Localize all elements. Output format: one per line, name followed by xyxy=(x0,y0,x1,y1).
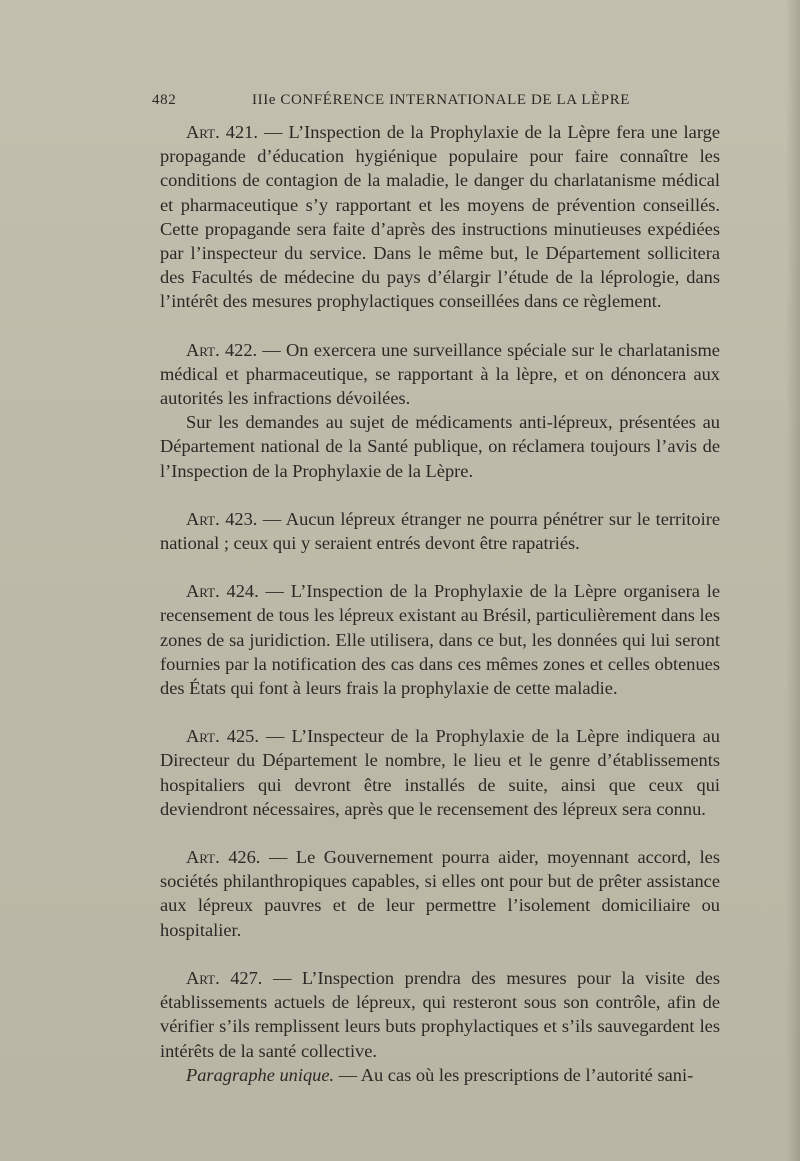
article-label: Art. 426. xyxy=(186,847,261,868)
article-paragraph xyxy=(160,579,720,700)
article-427 xyxy=(160,966,720,1087)
article-label: Art. 427. xyxy=(186,967,263,988)
article-text: — Aucun lépreux étranger ne pourra pénétrer sur le territoire national ; ceux qui y seraient entrés devont être rapatriés. xyxy=(160,508,720,554)
article-422 xyxy=(160,338,720,483)
article-paragraph xyxy=(160,507,720,555)
article-426 xyxy=(160,845,720,942)
article-425 xyxy=(160,724,720,821)
article-paragraph xyxy=(160,845,720,942)
article-text: — L’Inspection de la Prophylaxie de la Lèpre fera une large propagande d’éducation hygiénique populaire pour faire connaître les conditions de contagion de la maladie, le danger du charlatanisme médical et pharmaceutique s’y rapportant et les moyens de prévention conseillés. Cette propagande sera faite d’après des instructions minutieuses expédiées par l’inspecteur du service. Dans le même but, le Département sollicitera des Facultés de médecine du pays d’élargir l’étude de la léprologie, dans l’intérêt des mesures prophylactiques conseillées dans ce règlement. xyxy=(160,122,720,312)
page-header xyxy=(152,88,630,114)
article-421 xyxy=(160,120,720,314)
article-label: Art. 423. xyxy=(186,508,258,529)
article-423 xyxy=(160,507,720,555)
subsection-label: Paragraphe unique. xyxy=(186,1064,335,1085)
running-title: IIIe CONFÉRENCE INTERNATIONALE DE LA LÈPRE xyxy=(252,92,631,108)
page-body xyxy=(160,120,720,1111)
subsection-paragraph xyxy=(160,1063,720,1087)
article-label: Art. 424. xyxy=(186,581,259,602)
page-number: 482 xyxy=(152,92,177,108)
article-text: — Le Gouvernement pourra aider, moyennant accord, les sociétés philanthropiques capables, si elles ont pour but de prêter assistance aux lépreux pauvres et de leur permettre l’isolement domiciliaire ou hospitalier. xyxy=(160,847,720,940)
article-label: Art. 421. xyxy=(186,122,258,142)
article-label: Art. 422. xyxy=(186,339,258,360)
article-paragraph xyxy=(160,966,720,1063)
article-paragraph: Sur les demandes au sujet de médicaments anti-lépreux, présentées au Département national de la Santé publique, on réclamera toujours l’avis de l’Inspection de la Prophylaxie de la Lèpre. xyxy=(160,412,720,481)
article-text: — On exercera une surveillance spéciale sur le charlatanisme médical et pharmaceutique, se rapportant à la lèpre, et on dénoncera aux autorités les infractions dévoilées. xyxy=(160,339,720,409)
article-paragraph xyxy=(160,724,720,821)
article-424 xyxy=(160,579,720,700)
page-edge-shadow xyxy=(786,0,800,1161)
article-paragraph xyxy=(160,338,720,411)
subsection-text: — Au cas où les prescriptions de l’autorité sani- xyxy=(338,1064,694,1085)
article-label: Art. 425. xyxy=(186,726,259,747)
article-paragraph xyxy=(160,120,720,314)
article-text: — L’Inspection de la Prophylaxie de la Lèpre organisera le recensement de tous les lépreux existant au Brésil, particulièrement dans les zones de sa juridiction. Elle utilisera, dans ce but, les données qui lui seront fournies par la notification des cas dans ces mêmes zones et celles obtenues des États qui font à leurs frais la prophylaxie de cette maladie. xyxy=(160,581,720,699)
article-text: — L’Inspection prendra des mesures pour la visite des établissements actuels de lépreux, qui resteront sous son contrôle, afin de vérifier s’ils remplissent leurs buts prophylactiques et s’ils sauvegardent les intérêts de la santé collective. xyxy=(160,967,720,1061)
article-text: — L’Inspecteur de la Prophylaxie de la Lèpre indiquera au Directeur du Département le nombre, le lieu et le genre d’établissements hospitaliers qui devront être installés de suite, ainsi que ceux qui deviendront nécessaires, après que le recensement des lépreux sera connu. xyxy=(160,726,720,819)
